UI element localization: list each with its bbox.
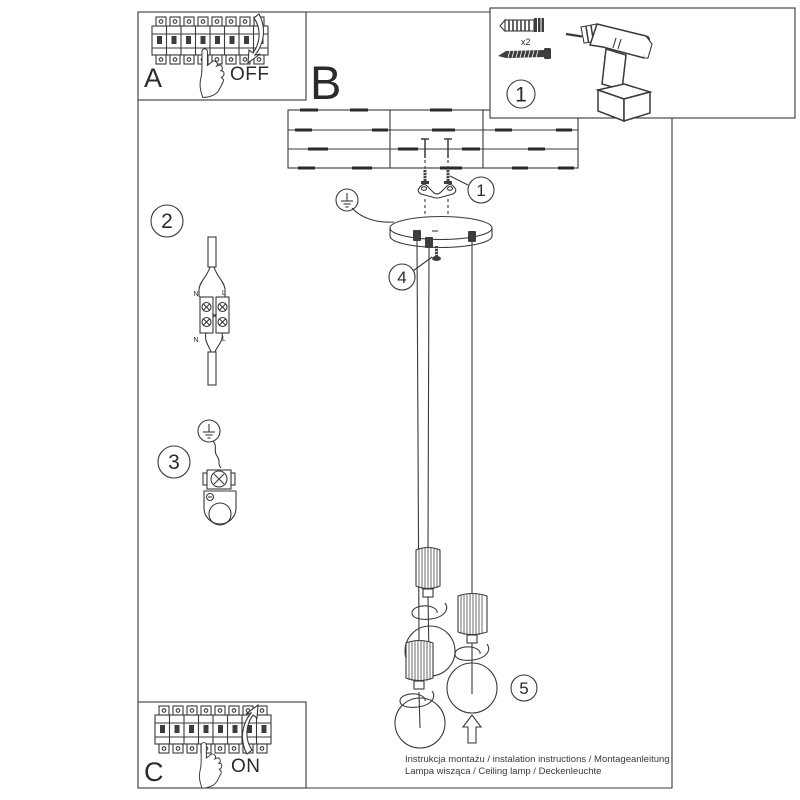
lamp-holder — [416, 547, 440, 597]
ceiling-canopy — [390, 217, 492, 249]
lamp-holder — [458, 593, 487, 643]
kit-box-number: 1 — [515, 83, 527, 107]
ceiling-section — [288, 110, 578, 168]
panel-a-figure — [138, 12, 306, 100]
wire-label-n-bottom: N — [193, 337, 199, 344]
cord-grip — [468, 231, 476, 242]
twist-arrow-icon — [412, 603, 447, 619]
screw-icon — [421, 170, 452, 184]
up-arrow-icon — [463, 715, 481, 743]
panel-c-figure — [138, 702, 306, 788]
wire-label-n-top: N — [193, 291, 199, 298]
off-label: OFF — [230, 64, 270, 85]
dowel-qty-label: x2 — [521, 37, 531, 47]
footer-caption — [405, 754, 670, 777]
ground-symbol-icon — [336, 189, 394, 222]
callout-screw — [389, 257, 432, 290]
terminal-connector-figure — [151, 205, 229, 385]
step-b-letter: B — [310, 56, 342, 109]
ground-clamp-figure — [158, 420, 236, 525]
callout-screw-number: 4 — [397, 268, 407, 287]
footer-line1: Instrukcja montażu / instalation instructions / Montageanleitung — [405, 754, 670, 765]
footer-line2: Lampa wisząca / Ceiling lamp / Deckenleuchte — [405, 766, 602, 777]
callout-mounting — [450, 176, 494, 203]
callout-connector-number: 2 — [161, 210, 173, 233]
callout-mounting-number: 1 — [476, 181, 486, 200]
kit-box — [490, 8, 795, 121]
wall-plug-icon — [500, 18, 544, 32]
canopy-screw — [432, 246, 441, 261]
mounting-bracket — [418, 185, 456, 199]
ground-symbol-icon — [198, 420, 220, 442]
wire-label-l-top: L — [222, 290, 226, 297]
cord-grip — [425, 237, 433, 248]
callout-bulb — [511, 675, 537, 701]
step-c-letter: C — [144, 757, 164, 787]
callout-bulb-number: 5 — [519, 679, 529, 698]
cord-grip — [413, 230, 421, 241]
step-a-letter: A — [144, 63, 163, 93]
callout-ground-number: 3 — [168, 451, 180, 474]
wire-label-l-bottom: L — [222, 336, 226, 343]
on-label: ON — [231, 756, 261, 777]
lamp-holder — [406, 640, 433, 689]
